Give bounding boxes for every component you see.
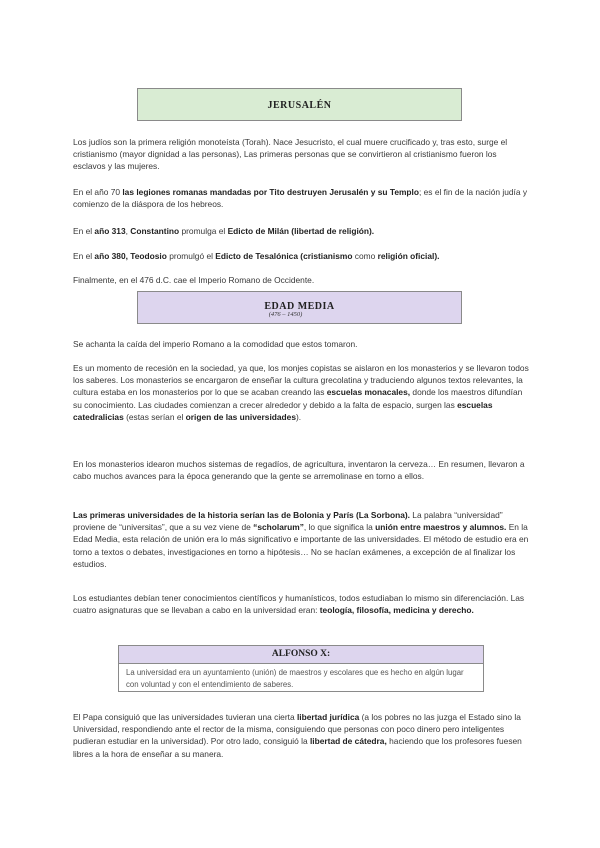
alfonso-x-title: ALFONSO X: bbox=[119, 646, 483, 664]
jerusalen-title-box bbox=[137, 88, 462, 121]
alfonso-x-quote: La universidad era un ayuntamiento (unión) de maestros y escolares que es hecho en algún lugar con voluntad y con el entendimiento de saberes. bbox=[126, 668, 464, 689]
edad-media-title: EDAD MEDIA bbox=[264, 301, 335, 312]
jerusalen-paragraph-1: Los judíos son la primera religión monoteísta (Torah). Nace Jesucristo, el cual muere crucificado y, tras esto, surge el cristianismo (mayor dignidad a las personas), Las primeras personas que se convirtieron al cristianismo fueron los esclavos y las mujeres. bbox=[73, 137, 508, 172]
alfonso-x-quote-box bbox=[118, 645, 484, 692]
closing-paragraph: El Papa consiguió que las universidades tuvieran una cierta libertad jurídica (a los pobres no las juzga el Estado sino la Universidad, respondiendo ante el rector de la misma, consiguiendo que personas con poco dinero pero inteligentes pudieran estudiar en la universidad). Por otro lado, consiguió la libertad de cátedra, haciendo que los profesores fuesen libres a la hora de enseñar a su manera. bbox=[73, 712, 522, 759]
edad-media-dates: (476 – 1450) bbox=[268, 311, 303, 318]
edad-media-paragraph-3: En los monasterios idearon muchos sistemas de regadíos, de agricultura, inventaron la cerveza… En resumen, llevaron a cabo muchos avances para la época generando que la gente se arremolinase en torno a ellos. bbox=[73, 459, 525, 482]
jerusalen-paragraph-4: En el año 380, Teodosio promulgó el Edicto de Tesalónica (cristianismo como religión oficial). bbox=[73, 251, 440, 261]
edad-media-paragraph-4: Las primeras universidades de la historia serían las de Bolonia y París (La Sorbona). La palabra “universidad” proviene de “universitas”, que a su vez viene de “scholarum”, lo que significa la unión entre maestros y alumnos. En la Edad Media, esta relación de unión era lo más significativo e importante de las universidades. El método de estudio era en torno a textos o debates, investigaciones en torno a hipótesis… No se hacían exámenes, a excepción de al finalizar los estudios. bbox=[73, 510, 529, 569]
edad-media-paragraph-5: Los estudiantes debían tener conocimientos científicos y humanísticos, todos estudiaban lo mismo sin diferenciación. Las cuatro asignaturas que se llevaban a cabo en la universidad eran: teología, filosofía, medicina y derecho. bbox=[73, 593, 525, 616]
edad-media-title-box bbox=[137, 291, 462, 324]
jerusalen-title: JERUSALÉN bbox=[267, 100, 332, 111]
jerusalen-paragraph-3: En el año 313, Constantino promulga el Edicto de Milán (libertad de religión). bbox=[73, 226, 375, 236]
edad-media-paragraph-2: Es un momento de recesión en la sociedad, ya que, los monjes copistas se aislaron en los monasterios y se llevaron todos los saberes. Los monasterios se encargaron de enseñar la cultura grecolatina y traduciendo algunos textos relevantes, la cultura estaba en los monasterios por lo que se acaban creando las escuelas monacales, donde los maestros difundían su conocimiento. Las ciudades comienzan a crecer alrededor y debido a la falta de espacio, surgen las escuelas catedralicias (estas serían el origen de las universidades). bbox=[73, 363, 529, 422]
edad-media-paragraph-1: Se achanta la caída del imperio Romano a la comodidad que estos tomaron. bbox=[73, 339, 358, 349]
jerusalen-paragraph-5: Finalmente, en el 476 d.C. cae el Imperio Romano de Occidente. bbox=[73, 275, 315, 285]
jerusalen-paragraph-2: En el año 70 las legiones romanas mandadas por Tito destruyen Jerusalén y su Templo; es el fin de la nación judía y comienzo de la diáspora de los hebreos. bbox=[73, 187, 528, 210]
